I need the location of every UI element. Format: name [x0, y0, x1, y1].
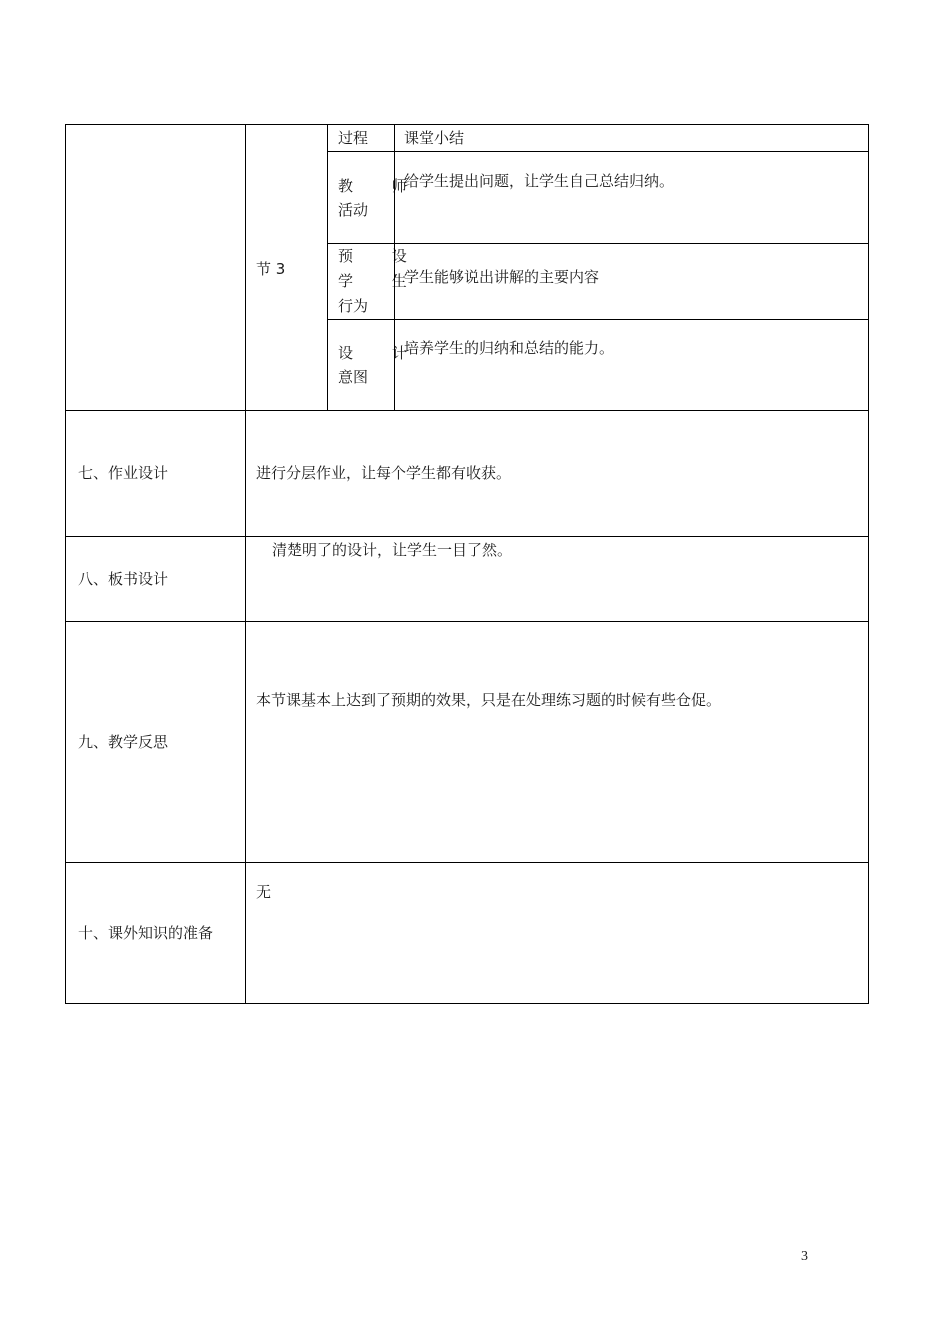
- extracurricular-content: 无: [256, 883, 272, 901]
- process-label: 过程: [338, 129, 369, 147]
- homework-content-cell: [245, 410, 869, 537]
- design-intent-content: 培养学生的归纳和总结的能力。: [404, 339, 615, 357]
- design-intent-label-line2: 意图: [338, 368, 369, 386]
- reflection-content-cell: [245, 621, 869, 863]
- homework-label-cell: [65, 410, 246, 537]
- extracurricular-label-cell: [65, 862, 246, 1004]
- teacher-activity-label-line2: 活动: [338, 201, 369, 219]
- teacher-activity-label-line1: 教 师: [338, 177, 424, 195]
- expected-behavior-label-line3: 行为: [338, 297, 369, 315]
- expected-behavior-label-cell: [327, 243, 424, 320]
- homework-label: 七、作业设计: [78, 464, 169, 482]
- teacher-activity-content: 给学生提出问题，让学生自己总结归纳。: [404, 172, 675, 190]
- teacher-activity-content-cell: [394, 151, 869, 244]
- board-design-content: 清楚明了的设计，让学生一目了然。: [272, 541, 513, 559]
- page-number: 3: [801, 1249, 808, 1264]
- expected-behavior-label-line1: 预 设: [338, 247, 424, 265]
- step-label: 节 3: [256, 260, 286, 278]
- board-design-label-cell: [65, 536, 246, 622]
- empty-left-cell: [65, 124, 246, 411]
- board-design-content-cell: [245, 536, 869, 622]
- extracurricular-content-cell: [245, 862, 869, 1004]
- reflection-label-cell: [65, 621, 246, 863]
- process-content: 课堂小结: [404, 129, 465, 147]
- step-label-cell: [245, 124, 328, 411]
- process-content-cell: [394, 124, 869, 152]
- design-intent-label-line1: 设 计: [338, 344, 424, 362]
- reflection-content: 本节课基本上达到了预期的效果，只是在处理练习题的时候有些仓促。: [256, 691, 722, 709]
- expected-behavior-content: 学生能够说出讲解的主要内容: [404, 268, 600, 286]
- board-design-label: 八、板书设计: [78, 570, 169, 588]
- extracurricular-label: 十、课外知识的准备: [78, 924, 214, 942]
- process-label-cell: [327, 124, 395, 152]
- expected-behavior-content-cell: [394, 243, 869, 320]
- design-intent-label-cell: [327, 319, 424, 411]
- reflection-label: 九、教学反思: [78, 733, 169, 751]
- homework-content: 进行分层作业，让每个学生都有收获。: [256, 464, 512, 482]
- expected-behavior-label-line2: 学 生: [338, 272, 424, 290]
- teacher-activity-label-cell: [327, 151, 424, 244]
- design-intent-content-cell: [394, 319, 869, 411]
